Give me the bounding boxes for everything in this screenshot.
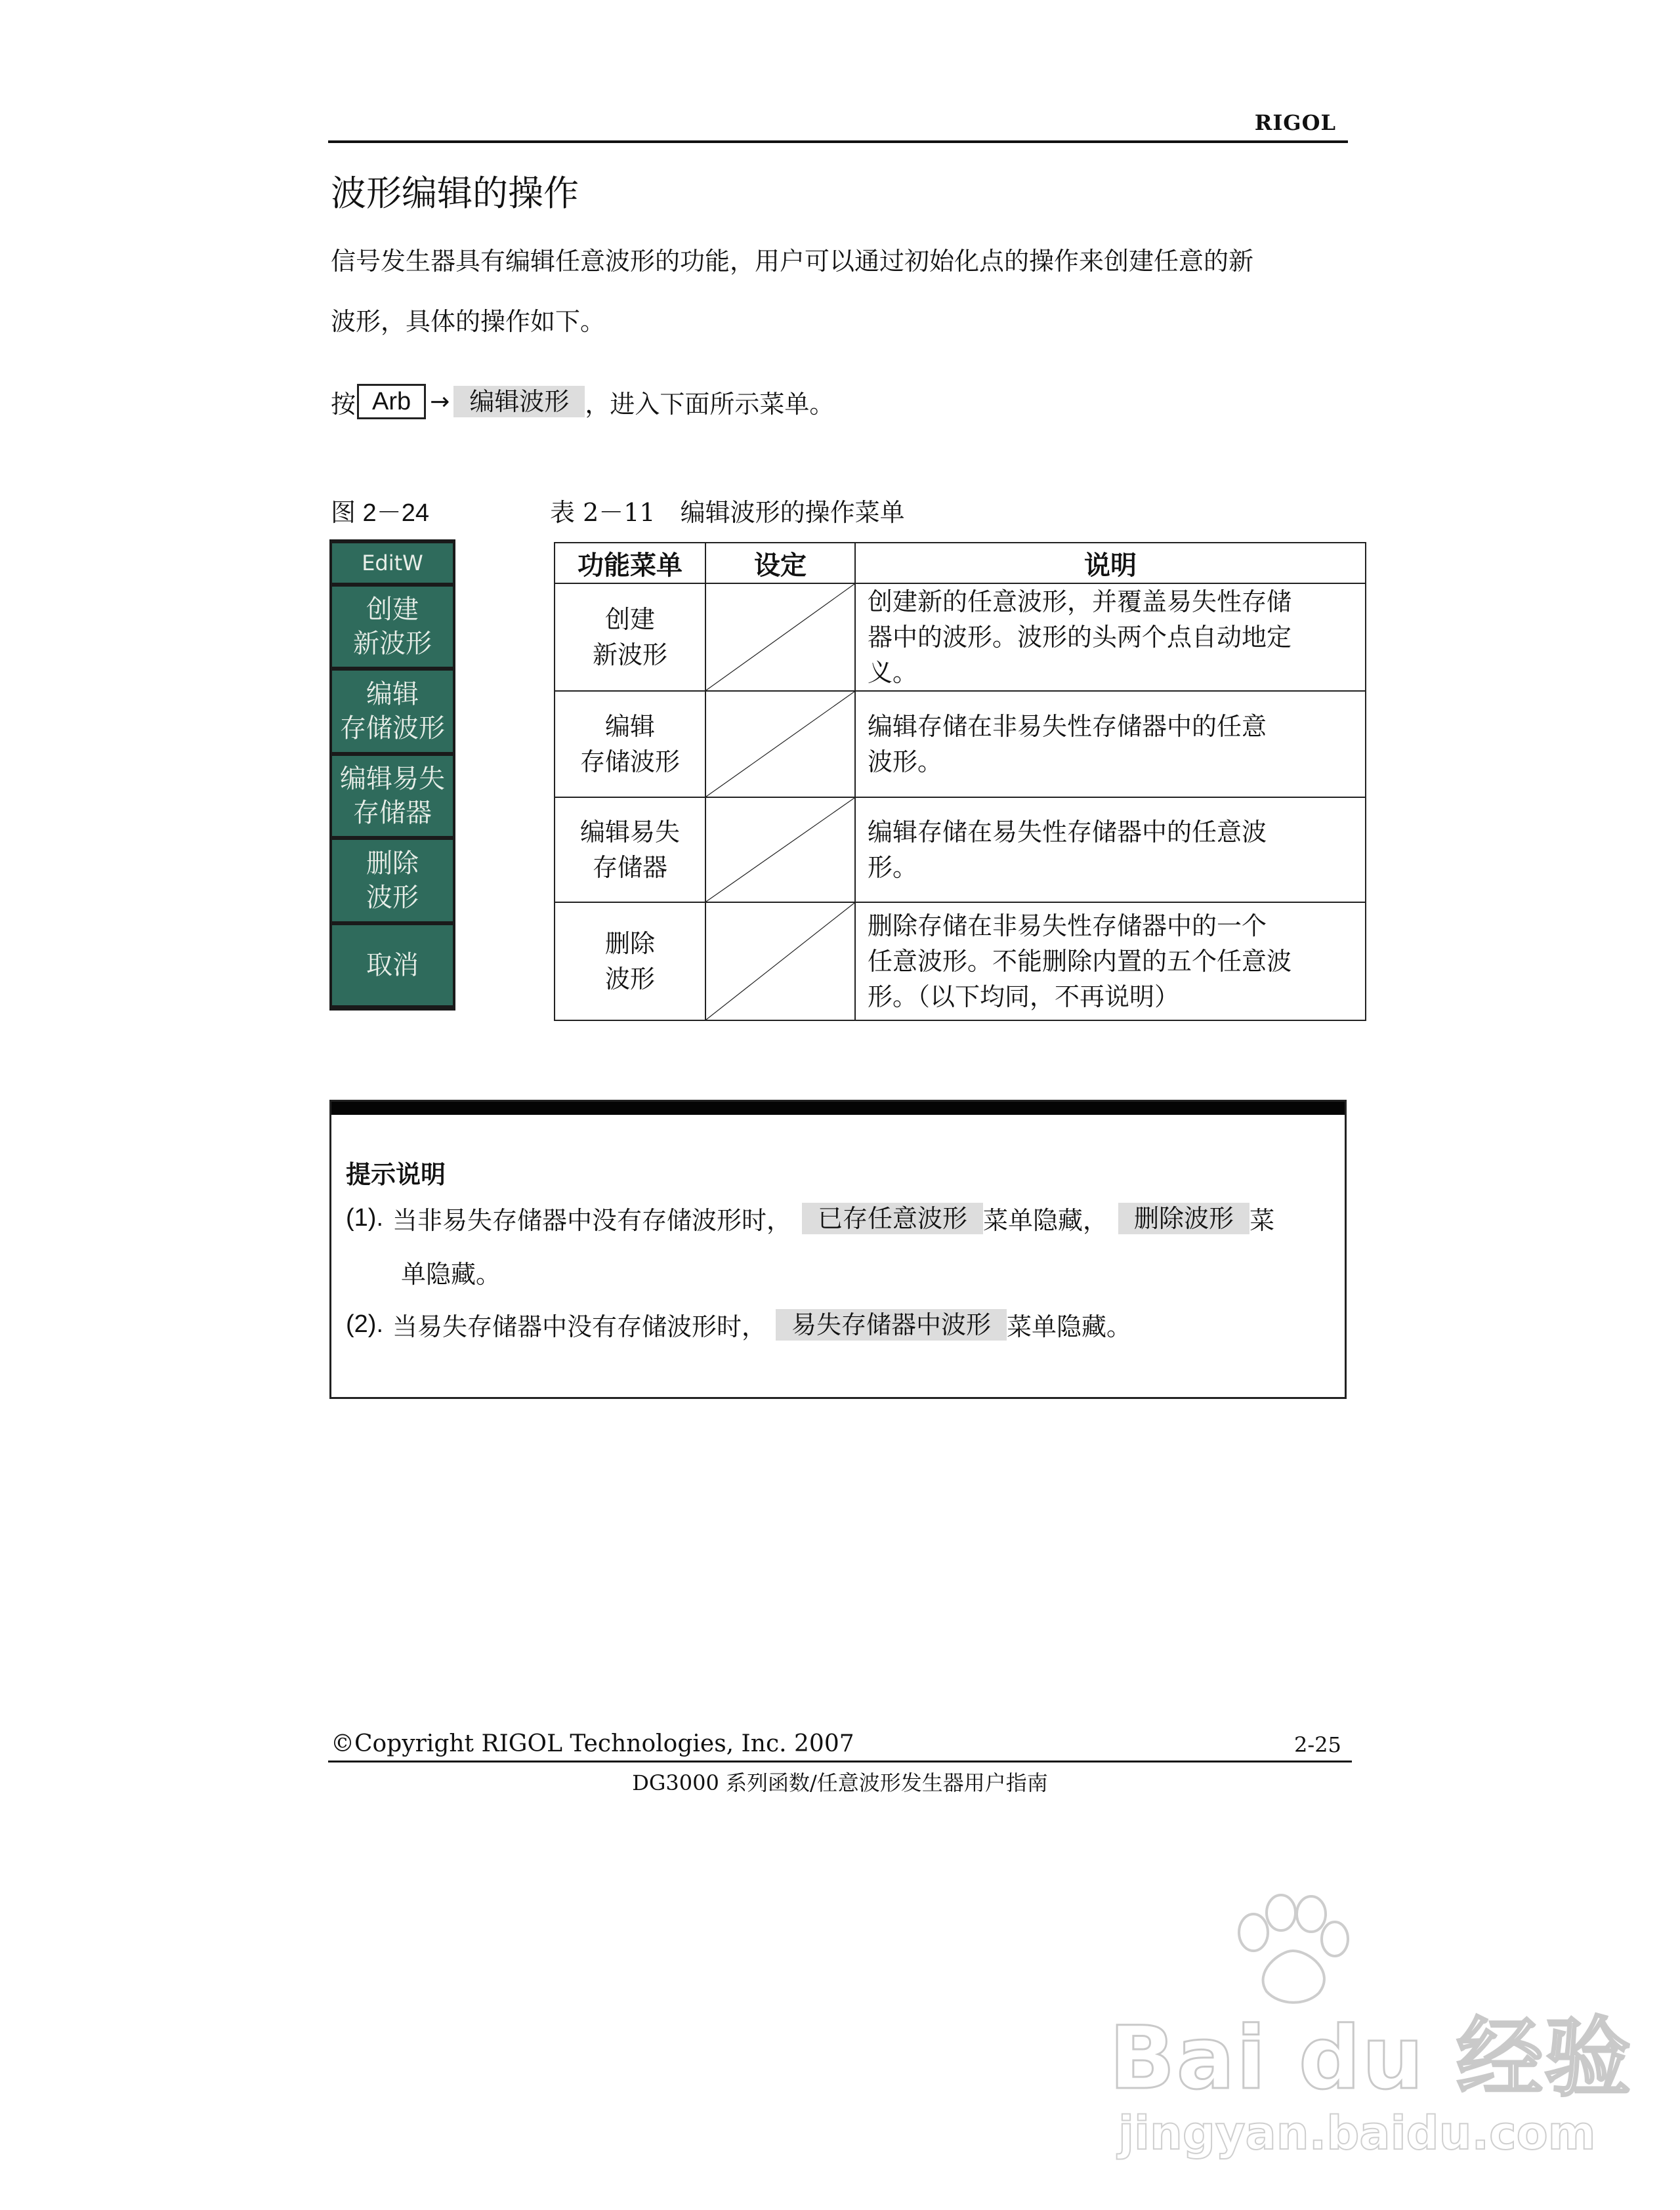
tip-note-1-continued bbox=[401, 1254, 501, 1290]
menu-item-line2: 存储器 bbox=[353, 798, 432, 828]
func-line: 编辑易失 bbox=[579, 818, 680, 846]
func-line: 波形 bbox=[604, 965, 655, 993]
menu-item-cancel[interactable] bbox=[332, 925, 453, 1005]
menu-item-line1: 取消 bbox=[366, 950, 419, 980]
tip-note-2 bbox=[346, 1306, 1131, 1343]
table-row bbox=[555, 797, 1366, 902]
section-title: 波形编辑的操作 bbox=[331, 173, 579, 214]
menu-title bbox=[332, 543, 453, 583]
menu-item-create-new[interactable] bbox=[332, 587, 453, 667]
func-line: 删除 bbox=[604, 929, 655, 958]
menu-item-line2: 波形 bbox=[366, 883, 419, 913]
tip-note-number: (1). bbox=[346, 1204, 383, 1232]
table-row bbox=[555, 902, 1366, 1020]
desc-line: 创建新的任意波形，并覆盖易失性存储 bbox=[868, 587, 1292, 616]
func-line: 新波形 bbox=[592, 640, 667, 669]
header-rule bbox=[328, 140, 1348, 143]
footer-copyright: ©Copyright RIGOL Technologies, Inc. 2007 bbox=[331, 1730, 854, 1757]
setting-cell-diagonal bbox=[705, 583, 855, 691]
func-line: 存储器 bbox=[592, 853, 667, 882]
desc-cell bbox=[855, 797, 1366, 902]
brand-logo-text: RIGOL bbox=[1254, 110, 1336, 135]
table-caption: 表 2－11 编辑波形的操作菜单 bbox=[550, 498, 905, 527]
desc-cell bbox=[855, 583, 1366, 691]
arb-key: Arb bbox=[357, 384, 426, 419]
tip-box-bar bbox=[331, 1102, 1345, 1115]
desc-line: 形。（以下均同，不再说明） bbox=[868, 982, 1180, 1011]
table-row bbox=[555, 583, 1366, 691]
desc-line: 波形。 bbox=[868, 747, 943, 776]
tip-title: 提示说明 bbox=[346, 1159, 446, 1189]
menu-item-delete[interactable] bbox=[332, 840, 453, 921]
watermark-logo-text: Bai du 经验 bbox=[1109, 2008, 1633, 2109]
instruction-prefix: 按 bbox=[331, 389, 356, 419]
menu-item-line1: 删除 bbox=[366, 848, 419, 879]
menu-item-edit-volatile[interactable] bbox=[332, 756, 453, 836]
instruction-suffix: ，进入下面所示菜单。 bbox=[585, 389, 835, 419]
table-row bbox=[555, 691, 1366, 797]
header-setting: 设定 bbox=[705, 543, 855, 583]
setting-cell-diagonal bbox=[705, 797, 855, 902]
tip-text: 单隐藏。 bbox=[401, 1260, 501, 1289]
tip-note-1 bbox=[346, 1200, 1274, 1236]
menu-title-label: EditW bbox=[362, 551, 423, 575]
tip-text: 当非易失存储器中没有存储波形时， bbox=[392, 1206, 792, 1235]
menu-item-line1: 创建 bbox=[366, 594, 419, 625]
desc-line: 编辑存储在非易失性存储器中的任意 bbox=[868, 712, 1267, 741]
tip-box bbox=[329, 1100, 1347, 1399]
menu-item-line1: 编辑 bbox=[366, 679, 419, 709]
tip-text: 当易失存储器中没有存储波形时， bbox=[392, 1312, 767, 1341]
desc-cell bbox=[855, 691, 1366, 797]
tip-text: 菜 bbox=[1250, 1206, 1275, 1235]
setting-cell-diagonal bbox=[705, 691, 855, 797]
intro-line-1: 信号发生器具有编辑任意波形的功能，用户可以通过初始化点的操作来创建任意的新 bbox=[331, 247, 1254, 276]
desc-line: 器中的波形。波形的头两个点自动地定 bbox=[868, 623, 1292, 652]
desc-cell bbox=[855, 902, 1366, 1020]
operations-table bbox=[554, 542, 1366, 1021]
menu-item-line1: 编辑易失 bbox=[340, 764, 445, 794]
arrow-right-icon: → bbox=[430, 388, 450, 415]
edit-waveform-softkey: 编辑波形 bbox=[453, 386, 585, 417]
figure-caption: 图 2－24 bbox=[331, 499, 429, 527]
desc-line: 任意波形。不能删除内置的五个任意波 bbox=[868, 947, 1292, 976]
table-header-row bbox=[555, 543, 1366, 583]
desc-line: 形。 bbox=[868, 853, 918, 882]
func-cell bbox=[555, 583, 705, 691]
tip-text: 菜单隐藏， bbox=[983, 1206, 1108, 1235]
page-number: 2-25 bbox=[1294, 1732, 1341, 1757]
menu-item-edit-stored[interactable] bbox=[332, 671, 453, 752]
menu-item-line2: 新波形 bbox=[353, 629, 432, 659]
desc-line: 删除存储在非易失性存储器中的一个 bbox=[868, 911, 1267, 940]
volatile-waveform-softkey: 易失存储器中波形 bbox=[776, 1309, 1007, 1341]
func-cell bbox=[555, 691, 705, 797]
func-cell bbox=[555, 902, 705, 1020]
intro-line-2: 波形，具体的操作如下。 bbox=[331, 307, 606, 336]
delete-waveform-softkey: 删除波形 bbox=[1118, 1203, 1250, 1234]
tip-text: 菜单隐藏。 bbox=[1007, 1312, 1132, 1341]
header-func: 功能菜单 bbox=[555, 543, 705, 583]
editw-menu bbox=[329, 539, 455, 1011]
setting-cell-diagonal bbox=[705, 902, 855, 1020]
watermark-url: jingyan.baidu.com bbox=[1118, 2106, 1596, 2160]
func-cell bbox=[555, 797, 705, 902]
desc-line: 义。 bbox=[868, 658, 918, 687]
instruction-line bbox=[331, 384, 834, 419]
desc-line: 编辑存储在易失性存储器中的任意波 bbox=[868, 818, 1267, 846]
header-desc: 说明 bbox=[855, 543, 1366, 583]
func-line: 存储波形 bbox=[579, 747, 680, 776]
footer-book-title: DG3000 系列函数/任意波形发生器用户指南 bbox=[632, 1770, 1048, 1795]
stored-arb-softkey: 已存任意波形 bbox=[802, 1203, 983, 1234]
func-line: 创建 bbox=[604, 605, 655, 634]
func-line: 编辑 bbox=[604, 712, 655, 741]
footer-rule bbox=[328, 1761, 1352, 1762]
menu-item-line2: 存储波形 bbox=[340, 713, 445, 743]
tip-note-number: (2). bbox=[346, 1310, 383, 1338]
